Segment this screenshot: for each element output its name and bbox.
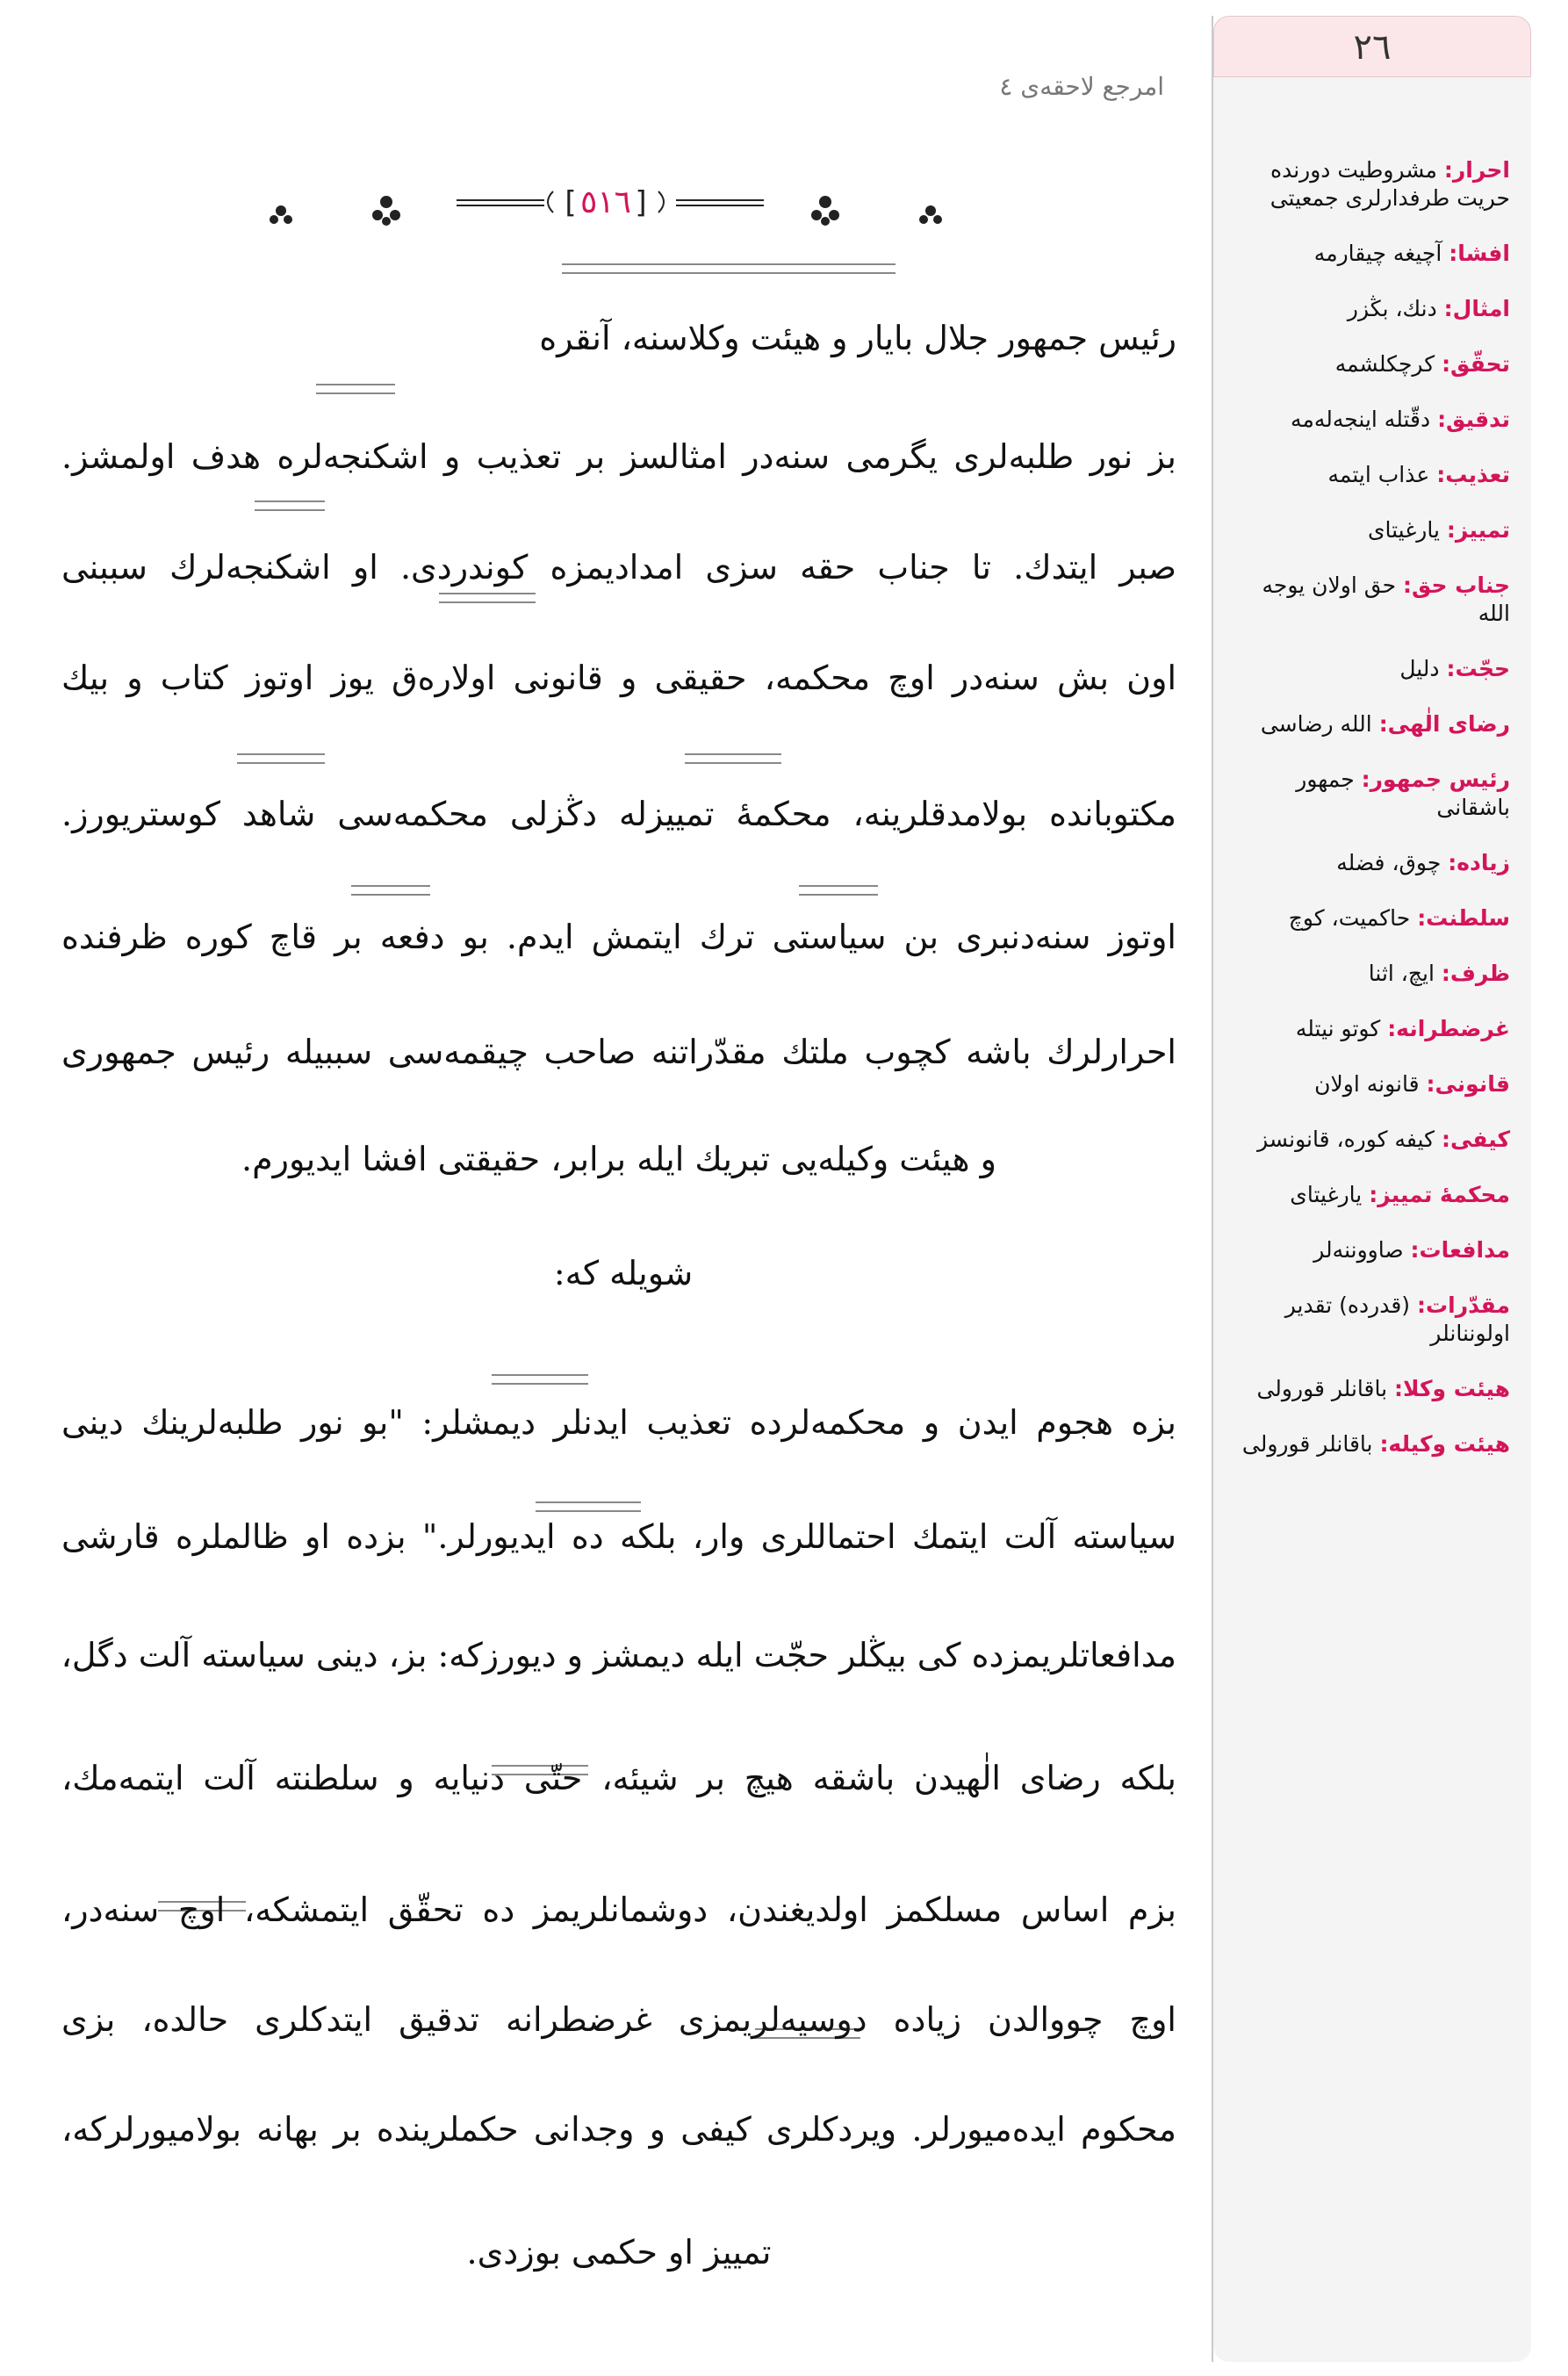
glossary-definition: جمهور باشقانی [1296,767,1510,820]
glossary-entry [1229,350,1510,378]
glossary-definition: باقانلر قورولی [1256,1376,1388,1401]
glossary-term: ظرف: [1441,961,1510,986]
glossary-term: كیفی: [1441,1127,1510,1152]
text-line: محكوم ایده‌میورلر. ویردكلری كیفی و وجدانی حكملرینده بر بهانه بولامیورلركه، [61,2110,1176,2149]
ornament-line [685,753,781,764]
glossary-term: غرضطرانه: [1387,1016,1510,1041]
glossary-definition: یارغیتای [1367,517,1440,543]
text-line: احرارلرك باشه كچوب ملتك مقدّراتنه صاحب چیقمه‌سی سببیله رئیس جمهوری [61,1033,1176,1071]
ornament-line [492,1374,588,1385]
svg-text:[: [ [565,185,577,220]
text-line: تمییز او حكمی بوزدی. [466,2233,772,2272]
svg-text:]: ] [635,185,647,220]
text-line: مدافعاتلریمزده كی بیڭلر حجّت ایله دیمشز و دیورزكه: بز، دینی سیاسته آلت دگل، [61,1636,1176,1674]
glossary-entry [1229,766,1510,822]
glossary-entry [1229,572,1510,628]
text-line: شویله كه: [553,1254,694,1292]
text-line: سیاسته آلت ایتمك احتماللری وار، بلكه ده ایدیورلر." بزده او ظالملره قارشی [61,1517,1176,1556]
ornament-line [351,885,430,896]
glossary-entry [1229,516,1510,544]
glossary-definition: حق اولان یوجه الله [1262,572,1510,626]
glossary-term: حجّت: [1446,656,1510,681]
glossary-sidebar [1212,16,1529,2362]
ornament-line [562,263,895,274]
glossary-definition: باقانلر قورولی [1241,1431,1373,1457]
glossary-term: تمییز: [1446,517,1510,543]
glossary-term: قانونی: [1426,1071,1510,1097]
ornament-line [237,753,325,764]
glossary-entry [1229,710,1510,738]
text-line: بزه هجوم ایدن و محكمه‌لرده تعذیب ایدنلر دیمشلر: "بو نور طلبه‌لرینك دینی [61,1403,1176,1442]
text-line: بز نور طلبه‌لری یگرمی سنه‌در امثالسز بر تعذیب و اشكنجه‌لره هدف اولمشز. [61,437,1176,476]
text-line: مكتوبانده بولامدقلرینه، محكمهٔ تمییزله دڭزلی محكمه‌سی شاهد كوستریورز. [61,795,1176,833]
glossary-term: تعذیب: [1436,462,1510,487]
glossary-term: احرار: [1443,157,1510,183]
glossary-term: هیئت وكیله: [1379,1431,1510,1457]
ornament-line [799,885,878,896]
glossary-term: امثال: [1443,296,1510,321]
glossary-entry [1229,1430,1510,1458]
ornament-line [439,593,536,603]
glossary-term: رضای الٰهی: [1378,711,1510,737]
text-line: اوچ چووالدن زیاده دوسیه‌لریمزی غرضطرانه تدقیق ایتدكلری حالده، بزی [61,2000,1176,2039]
text-line: رئیس جمهور جلال بایار و هیئت وكلاسنه، آنقره [539,319,1176,357]
glossary-term: زیاده: [1448,850,1510,875]
glossary-list [1229,156,1510,1486]
glossary-entry [1229,1236,1510,1264]
glossary-definition: دقّتله اینجه‌له‌مه [1291,407,1431,432]
glossary-definition: یارغیتای [1290,1182,1363,1207]
text-line: و هیئت وكیله‌یی تبریك ایله برابر، حقیقتی افشا ایدیورم. [241,1140,996,1178]
glossary-term: افشا: [1449,241,1510,266]
glossary-term: مقدّرات: [1417,1292,1510,1318]
running-header: امرجع لاحقه‌ی ٤ [999,72,1164,101]
glossary-entry [1229,1375,1510,1403]
glossary-definition: آچیغه چیقارمه [1313,241,1442,266]
glossary-definition: دلیل [1399,656,1440,681]
glossary-entry [1229,1015,1510,1043]
glossary-entry [1229,240,1510,268]
page-number: ٢٦ [1213,16,1531,77]
glossary-entry [1229,406,1510,434]
glossary-definition: قانونه اولان [1314,1071,1420,1097]
letter-number: ٥١٦ [579,184,632,220]
glossary-entry [1229,655,1510,683]
glossary-entry [1229,1070,1510,1098]
glossary-definition: صاووننه‌لر [1313,1237,1404,1263]
glossary-term: محكمهٔ تمییز: [1369,1182,1510,1207]
glossary-definition: حاكمیت، كوچ [1288,905,1411,931]
letter-ornament [255,167,957,237]
glossary-term: تحقّق: [1442,351,1510,377]
glossary-definition: ایچ، اثنا [1368,961,1435,986]
glossary-definition: كیفه كوره، قانونسز [1257,1127,1435,1152]
ornament-line [255,500,325,511]
glossary-entry [1229,295,1510,323]
text-line: اون بش سنه‌در اوچ محكمه، حقیقی و قانونی اولاره‌ق یوز اوتوز كتاب و بیك [61,659,1176,697]
glossary-entry [1229,849,1510,877]
glossary-definition: كرچكلشمه [1334,351,1435,377]
glossary-term: سلطنت: [1417,905,1510,931]
glossary-entry [1229,1126,1510,1154]
glossary-definition: دنك، بڭزر [1347,296,1437,321]
glossary-definition: مشروطیت دورنده حریت طرفدارلری جمعیتی [1270,157,1510,211]
glossary-entry [1229,1292,1510,1348]
glossary-definition: الله رضاسی [1260,711,1372,737]
glossary-entry [1229,1181,1510,1209]
glossary-definition: چوق، فضله [1336,850,1442,875]
text-line: بزم اساس مسلكمز اولدیغندن، دوشمانلریمز ده تحقّق ایتمشكه، اوچ سنه‌در، [61,1890,1176,1929]
text-line: بلكه رضای الٰهیدن باشقه هیچ بر شیئه، حتّی دنیایه و سلطنته آلت ایتمه‌مك، [61,1759,1176,1797]
glossary-entry [1229,461,1510,489]
glossary-term: رئیس جمهور: [1361,767,1510,792]
glossary-entry [1229,904,1510,932]
glossary-entry [1229,960,1510,988]
glossary-term: تدقیق: [1437,407,1510,432]
glossary-definition: عذاب ایتمه [1327,462,1430,487]
glossary-definition: (قدرده) تقدیر اولوننانلر [1284,1292,1510,1346]
ornament-line [316,384,395,394]
text-line: صبر ایتدك. تا جناب حقه سزی امدادیمزه كوندردی. او اشكنجه‌لرك سببنی [61,548,1176,587]
glossary-term: جناب حق: [1403,572,1510,598]
glossary-definition: كوتو نیتله [1295,1016,1381,1041]
text-line: اوتوز سنه‌دنبری بن سیاستی ترك ایتمش ایدم. بو دفعه بر قاچ كوره ظرفنده [61,918,1176,956]
glossary-entry [1229,156,1510,212]
glossary-term: مدافعات: [1410,1237,1510,1263]
glossary-term: هیئت وكلا: [1394,1376,1510,1401]
